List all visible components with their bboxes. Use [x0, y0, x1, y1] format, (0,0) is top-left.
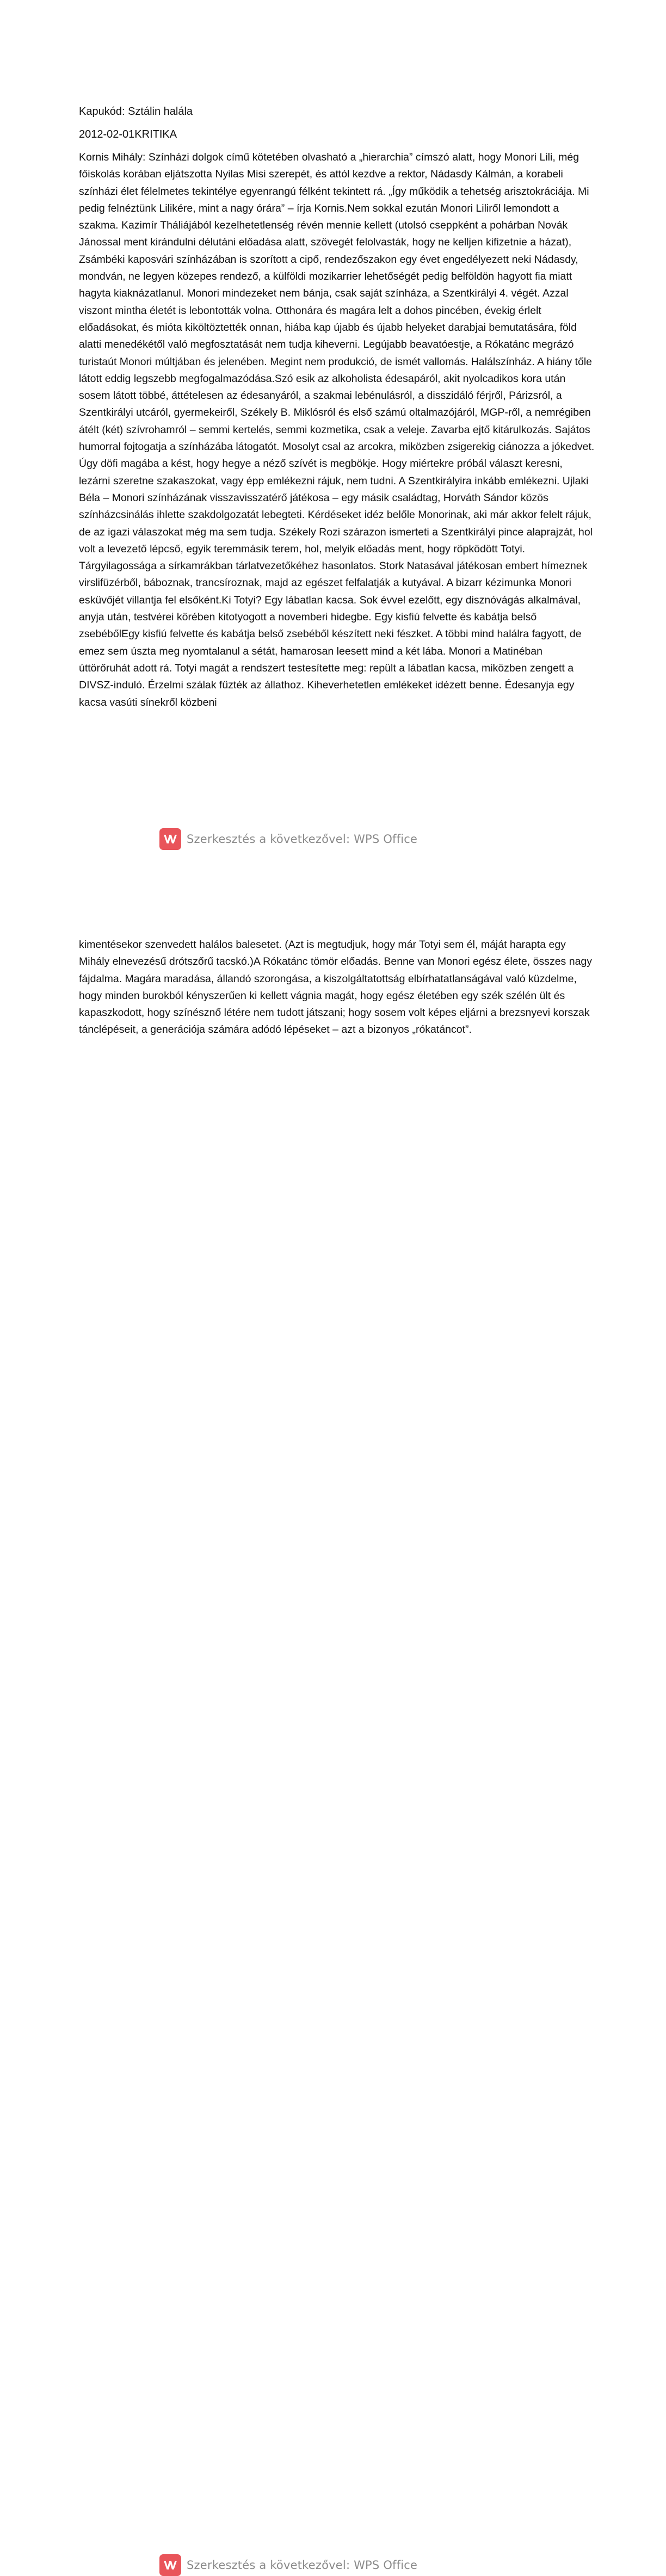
wps-office-logo-icon [159, 2554, 181, 2576]
page-1-content [79, 103, 596, 711]
wps-watermark-page-1 [159, 828, 417, 850]
page-2 [0, 862, 666, 2572]
watermark-text: Szerkesztés a következővel: WPS Office [187, 833, 418, 846]
page-1 [0, 0, 666, 862]
watermark-text: Szerkesztés a következővel: WPS Office [187, 2559, 418, 2572]
wps-watermark-page-2 [159, 2554, 417, 2576]
article-body-page-1: Kornis Mihály: Színházi dolgok című kötetében olvasható a „hierarchia” címszó alatt, hogy Monori Lili, még főiskolás korában eljátszotta Nyilas Misi szerepét, és attól kezdve a rektor, Nádasdy Kálmán, a korabeli színházi élet félelmetes tekintélye egyenrangú félként tekintett rá. „Így működik a tehetség arisztokráciája. Mi pedig felnéztünk Lilikére, mint a nagy órára” – írja Kornis.Nem sokkal ezután Monori Liliről lemondott a szakma. Kazimír Tháliájából kezelhetetlenség révén mennie kellett (utolsó cseppként a pohárban Novák Jánossal ment kirándulni délutáni előadása alatt, szövegét felolvasták, hogy ne kelljen kifizetnie a házat), Zsámbéki kaposvári színházában is szorított a cipő, rendezőszakon egy évet engedélyezett neki Nádasdy, mondván, ne legyen közepes rendező, a külföldi mozikarrier lehetőségét pedig belföldön hagyott fia miatt hagyta kiaknázatlanul. Monori mindezeket nem bánja, csak saját színháza, a Szentkirályi 4. végét. Azzal viszont mintha életét is lebontották volna. Otthonára és magára lelt a dohos pincében, évekig érlelt előadásokat, és mióta kiköltöztették onnan, hiába kap újabb és újabb helyeket darabjai bemutatására, föld alatti menedékétől való megfosztatását nem tudja kiheverni. Legújabb beavatóestje, a Rókatánc megrázó turistaút Monori múltjában és jelenében. Megint nem produkció, de ismét vallomás. Halálszínház. A hiány tőle látott eddig legszebb megfogalmazódása.Szó esik az alkoholista édesapáról, akit nyolcadikos kora után sosem látott többé, áttételesen az édesanyáról, a szakmai lebénulásról, a disszidáló férjről, Párizsról, a Szentkirályi utcáról, gyermekeiről, Székely B. Miklósról és első számú oltalmazójáról, MGP-ről, a nemrégiben átélt (két) szívrohamról – semmi kertelés, semmi kozmetika, csak a veleje. Zavarba ejtő kitárulkozás. Sajátos humorral fojtogatja a színházába látogatót. Mosolyt csal az arcokra, miközben zsigerekig ciánozza a jókedvet. Úgy döfi magába a kést, hogy hegye a néző szívét is megbökje. Hogy miértekre próbál választ keresni, lezárni szeretne szakaszokat, vagy épp emlékezni rájuk, nem tudni. A Szentkirályira inkább emlékezni. Ujlaki Béla – Monori színházának visszavisszatérő játékosa – egy másik családtag, Horváth Sándor közös színházcsinálás ihlette szakdolgozatát lebegteti. Kérdéseket idéz belőle Monorinak, aki már akkor felelt rájuk, de az igazi válaszokat még ma sem tudja. Székely Rozi szárazon ismerteti a Szentkirályi pince alaprajzát, hol volt a levezető lépcső, egyik teremmásik terem, hol, melyik előadás ment, hogy röpködött Totyi. Tárgyilagossága a sírkamrákban tárlatvezetőkéhez hasonlatos. Stork Natasával játékosan embert hímeznek virslifüzérből, báboznak, trancsíroznak, majd az egészet felfalatják a kutyával. A bizarr kézimunka Monori esküvőjét villantja fel elsőként.Ki Totyi? Egy lábatlan kacsa. Sok évvel ezelőtt, egy disznóvágás alkalmával, anyja után, testvérei körében kitotyogott a novemberi hidegbe. Egy kisfiú felvette és kabátja belső zsebébőlEgy kisfiú felvette és kabátja belső zsebéből készített neki fészket. A többi mind halálra fagyott, de emez sem úszta meg nyomtalanul a sétát, hamarosan leesett mind a két lába. Monori a Matinéban úttörőruhát adott rá. Totyi magát a rendszert testesítette meg: repült a lábatlan kacsa, miközben zengett a DIVSZ-induló. Érzelmi szálak fűzték az állathoz. Kiheverhetetlen emlékeket idézett benne. Édesanyja egy kacsa vasúti sínekről közbeni [79, 151, 595, 708]
article-date-category: 2012-02-01KRITIKA [79, 128, 177, 140]
wps-office-logo-icon [159, 828, 181, 850]
article-title: Kapukód: Sztálin halála [79, 106, 193, 118]
page-2-content [79, 936, 596, 1039]
article-body-page-2: kimentésekor szenvedett halálos balesetet. (Azt is megtudjuk, hogy már Totyi sem él, máját harapta egy Mihály elnevezésű drótszőrű tacskó.)A Rókatánc tömör előadás. Benne van Monori egész élete, összes nagy fájdalma. Magára maradása, állandó szorongása, a kiszolgáltatottság elbírhatatlanságával való küzdelme, hogy minden burokból kényszerűen ki kellett vágnia magát, hogy egész életében egy szék szélén ült és kapaszkodott, hogy színésznő létére nem tudott játszani; hogy sosem volt képes eljárni a brezsnyevi korszak tánclépéseit, a generációja számára adódó lépéseket – azt a bizonyos „rókatáncot”. [79, 939, 593, 1036]
